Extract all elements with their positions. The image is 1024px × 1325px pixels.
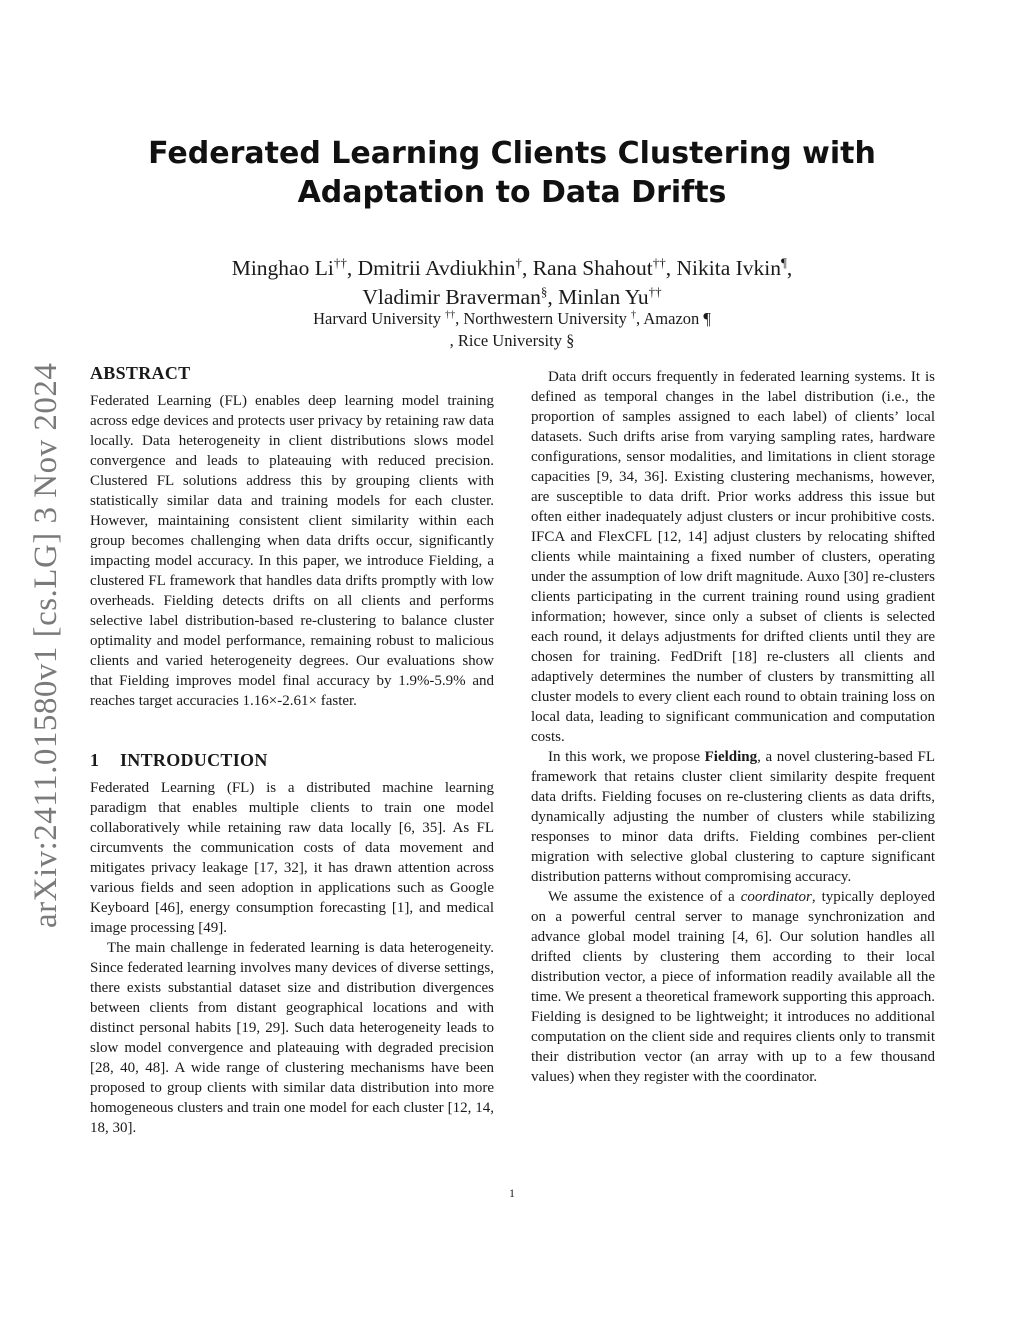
page-number: 1 (509, 1186, 515, 1200)
affiliation: Harvard University (313, 309, 441, 328)
author-name: Nikita Ivkin (676, 256, 781, 280)
right-column (531, 367, 935, 1087)
paragraph-text: , a novel clustering-based FL framework that retains cluster client similarity despite frequent data drifts. Fielding focuses on re-clustering clients as data drifts, dynamically adjusting the number of clusters while stabilizing responses to minor data drifts. Fielding combines per-client migration with selective global clustering to capture significant distribution patterns without compromising accuracy. (531, 749, 935, 885)
intro-paragraph-5 (531, 887, 935, 1087)
author-affiliation-mark: § (540, 283, 548, 299)
author-name: Minghao Li (231, 256, 334, 280)
title-line-2: Adaptation to Data Drifts (297, 175, 727, 210)
author-name: Dmitrii Avdiukhin (357, 256, 516, 280)
intro-paragraph-1: Federated Learning (FL) is a distributed machine learning paradigm that enables multiple clients to train one model collaboratively while retaining raw data locally [6, 35]. As FL circumvents the communication costs of data movement and mitigates privacy leakage [17, 32], it has drawn attention across various fields and seen adoption in applications such as Google Keyboard [46], energy consumption forecasting [1], and medical image processing [49]. (90, 780, 494, 936)
author-affiliation-mark: †† (333, 254, 347, 270)
paragraph-text: We assume the existence of a (548, 889, 741, 905)
paper-title (130, 134, 894, 212)
intro-paragraph-4 (531, 747, 935, 887)
intro-paragraph-3: Data drift occurs frequently in federated learning systems. It is defined as temporal changes in the label distribution (i.e., the proportion of samples assigned to each label) of clients’ local datasets. Such drifts arise from varying sampling rates, hardware configurations, sensor modalities, and limitations in client storage capacities [9, 34, 36]. Existing clustering mechanisms, however, are susceptible to data drift. Prior works address this issue but often either inadequately adjust clusters or incur prohibitive costs. IFCA and FlexCFL [12, 14] adjust clusters by relocating shifted clients while maintaining a fixed number of clusters, operating under the assumption of low drift magnitude. Auxo [30] re-clusters clients participating in the current training round using gradient information; however, since only a subset of clients is selected each round, it delays adjustments for drifted clients until they are chosen for training. FedDrift [18] re-clusters all clients and adaptively determines the number of clusters by transmitting all cluster models to every client each round to obtain training loss on local data, leading to significant communication and computation costs. (531, 369, 935, 745)
paragraph-text: In this work, we propose (548, 749, 705, 765)
abstract-heading: ABSTRACT (90, 363, 191, 383)
author-list (150, 254, 874, 312)
intro-paragraph-2: The main challenge in federated learning is data heterogeneity. Since federated learning involves many devices of diverse settings, there exists substantial dataset size and distribution divergences between clients from distant geographical locations and with distinct personal habits [19, 29]. Such data heterogeneity leads to slow model convergence and plateauing with degraded precision [28, 40, 48]. A wide range of clustering mechanisms have been proposed to group clients with similar data distribution into more homogeneous clusters and train one model for each cluster [12, 14, 18, 30]. (90, 940, 494, 1136)
paragraph-text: , typically deployed on a powerful central server to manage synchronization and advance global model training [4, 6]. Our solution handles all drifted clients by clustering them according to their local distribution vector, a piece of information readily available all the time. We present a theoretical framework supporting this approach. Fielding is designed to be lightweight; it introduces no additional computation on the client side and requires clients only to transmit their distribution vector (an array with up to a few thousand values) when they register with the coordinator. (531, 889, 935, 1085)
affiliations (150, 308, 874, 352)
title-line-1: Federated Learning Clients Clustering with (148, 136, 876, 171)
section-title: INTRODUCTION (120, 750, 268, 770)
affiliation-mark: † (631, 309, 637, 321)
arxiv-identifier-stamp: arXiv:2411.01580v1 [cs.LG] 3 Nov 2024 (28, 362, 64, 928)
author-name: Rana Shahout (532, 256, 653, 280)
author-affiliation-mark: †† (652, 254, 666, 270)
section-number: 1 (90, 750, 100, 770)
coordinator-term-italic: coordinator (740, 889, 812, 905)
left-column (90, 362, 494, 1138)
author-line-1: Minghao Li††, Dmitrii Avdiukhin†, Rana Shahout††, Nikita Ivkin¶, (231, 254, 793, 280)
author-affiliation-mark: † (515, 254, 522, 270)
system-name-bold: Fielding (704, 749, 758, 765)
author-name: Vladimir Braverman (362, 285, 541, 309)
affiliation-mark: †† (445, 309, 456, 321)
affiliation-line-1: Harvard University ††, Northwestern University †, Amazon ¶ (313, 309, 711, 328)
author-affiliation-mark: ¶ (781, 254, 787, 270)
author-line-2: Vladimir Braverman§, Minlan Yu†† (362, 283, 662, 309)
abstract-text: Federated Learning (FL) enables deep learning model training across edge devices and protects user privacy by retaining raw data locally. Data heterogeneity in client distributions slows model convergence and leads to plateauing with reduced precision. Clustered FL solutions address this by grouping clients with statistically similar data and training models for each cluster. However, maintaining consistent client similarity within each group becomes challenging when data drifts occur, significantly impacting model accuracy. In this paper, we introduce Fielding, a clustered FL framework that handles data drifts promptly with low overheads. Fielding detects drifts on all clients and performs selective label distribution-based re-clustering to balance cluster optimality and model performance, remaining robust to malicious clients and varied heterogeneity degrees. Our evaluations show that Fielding improves model final accuracy by 1.9%-5.9% and reaches target accuracies 1.16×-2.61× faster. (90, 393, 494, 709)
introduction-heading (90, 749, 494, 771)
affiliation: Northwestern University (463, 309, 627, 328)
author-affiliation-mark: †† (648, 283, 662, 299)
affiliation-line-2: , Rice University § (449, 331, 575, 350)
affiliation: Amazon ¶ (643, 309, 711, 328)
author-name: Minlan Yu (558, 285, 649, 309)
